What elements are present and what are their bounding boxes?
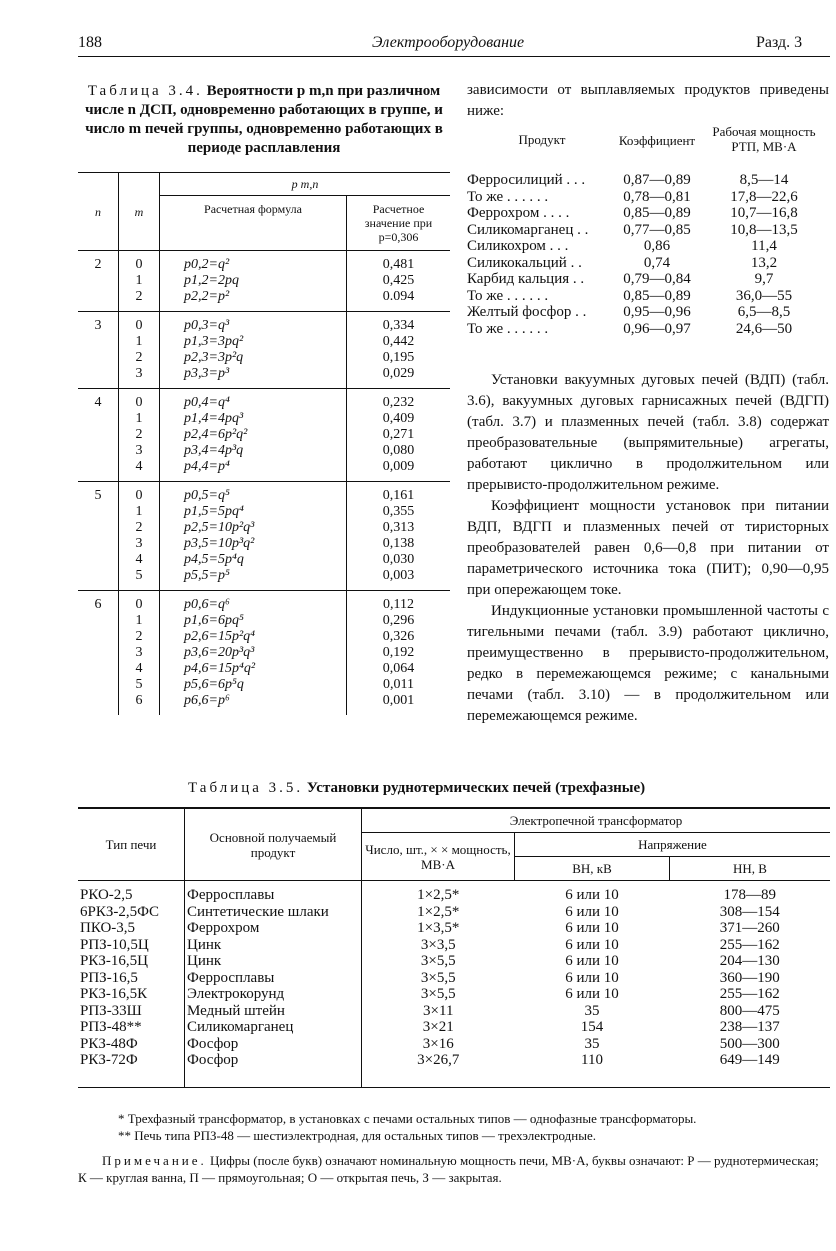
table35-product: Медный штейн	[185, 1003, 362, 1020]
table35-type: РПЗ-33Ш	[78, 1003, 185, 1020]
table35-product: Цинк	[185, 937, 362, 954]
header-rule	[78, 56, 830, 57]
table35-type: РПЗ-10,5Ц	[78, 937, 185, 954]
table34-cell-value: 0,112 0,296 0,326 0,192 0,064 0,011 0,001	[382, 597, 415, 708]
note-2: ** Печь типа РПЗ-48 — шестиэлектродная, для остальных типов — трехэлектродные.	[118, 1128, 596, 1143]
table35-type: РКЗ-16,5Ц	[78, 953, 185, 970]
table34-cell-formula: p0,4=q⁴ p1,4=4pq³ p2,4=6p²q² p3,4=4p³q p4,4=p⁴	[160, 389, 347, 482]
product-power: 9,7	[754, 271, 774, 287]
table35-col-product: Основной получаемый продукт	[185, 808, 362, 881]
table35-product: Феррохром	[185, 920, 362, 937]
table34-cell-value: 0,334 0,442 0,195 0,029	[347, 312, 451, 389]
table34-col-m: m	[119, 173, 160, 251]
table35-row	[78, 887, 830, 904]
table35-count: 3×16	[422, 1035, 454, 1052]
intro-text: зависимости от выплавляемых продуктов приведены ниже:	[467, 82, 829, 119]
table34-col-value: Расчетное значение при p=0,306	[347, 196, 451, 251]
product-row	[467, 271, 831, 288]
table34-col-p: p m,n	[160, 173, 451, 196]
paragraph-2: Коэффициент мощности установок при питании ВДП, ВДГП и плазменных печей от тиристорных преобразователей равен 0,6—0,8 при питании от параметрического источника тока (ПИТ); 0,90—0,95 при опережающем токе.	[467, 498, 829, 598]
table35-row	[78, 970, 830, 987]
table35-row	[78, 986, 830, 1003]
product-name: То же . . . . . .	[467, 320, 549, 337]
product-coef: 0,85—0,89	[623, 205, 691, 221]
table35-type: РКЗ-48Ф	[78, 1036, 185, 1053]
table35-vn: 110	[581, 1052, 603, 1068]
prod-head-power: Рабочая мощность РТП, МВ·А	[712, 124, 816, 154]
product-power: 10,8—13,5	[730, 221, 798, 238]
table35-body	[78, 881, 830, 1088]
prod-head-coef: Коэффициент	[618, 132, 696, 148]
table35-col-voltage: Напряжение	[515, 833, 831, 857]
body-text	[467, 370, 829, 727]
table34-group	[78, 389, 450, 482]
table34-cell-value: 0,481 0,425 0.094	[347, 251, 451, 312]
table35-type: РПЗ-16,5	[78, 970, 185, 987]
table34-cell-m: 0 1 2	[119, 251, 160, 312]
product-coef: 0,78—0,81	[623, 188, 691, 205]
table35-type: РПЗ-48**	[78, 1019, 185, 1036]
table35-nn: 178—89	[723, 887, 776, 903]
product-power: 11,4	[751, 238, 777, 254]
table35-count: 3×26,7	[417, 1052, 460, 1068]
product-coef: 0,79—0,84	[623, 271, 691, 287]
table35-vn: 6 или 10	[565, 887, 619, 903]
product-coef: 0,87—0,89	[623, 172, 691, 188]
product-row	[467, 205, 831, 222]
table35-product: Ферросплавы	[185, 970, 362, 987]
product-coef: 0,77—0,85	[623, 221, 691, 238]
product-power: 13,2	[750, 254, 778, 271]
table35-type: ПКО-3,5	[78, 920, 185, 937]
table35-vn: 35	[584, 1002, 600, 1019]
table34-group	[78, 312, 450, 389]
paragraph-1: Установки вакуумных дуговых печей (ВДП) (табл. 3.6), вакуумных дуговых гарнисажных печей (ВДГП) (табл. 3.7) и плазменных печей (табл. 3.8) содержат преобразовательные (выпрямительные) агрегаты, работают циклично в продолжительном или прерывисто-продолжительном режиме.	[467, 372, 829, 493]
table35-row	[78, 937, 830, 954]
product-name: То же . . . . . .	[467, 287, 549, 304]
table34-cell-formula: p0,6=q⁶ p1,6=6pq⁵ p2,6=15p²q⁴ p3,6=20p³q³ p4,6=15p⁴q² p5,6=6p⁵q p6,6=p⁶	[160, 591, 347, 716]
table35-vn: 6 или 10	[565, 986, 619, 1002]
note-3	[78, 1152, 830, 1186]
table35-product: Фосфор	[185, 1036, 362, 1053]
product-power: 24,6—50	[735, 320, 793, 337]
table35-count: 1×2,5*	[417, 887, 460, 903]
table35-vn: 154	[580, 1019, 604, 1035]
product-power: 36,0—55	[735, 287, 793, 304]
product-row	[467, 255, 831, 272]
product-name: Феррохром . . . .	[467, 205, 570, 221]
table35-col-transformer: Электропечной трансформатор	[362, 808, 831, 833]
product-row	[467, 321, 831, 338]
product-name: Ферросилиций . . .	[467, 172, 586, 188]
product-name: То же . . . . . .	[467, 188, 549, 205]
table35-notes	[78, 1110, 830, 1186]
table35-col-type: Тип печи	[78, 808, 185, 881]
table35-count: 3×5,5	[420, 969, 456, 986]
note-1: * Трехфазный трансформатор, в установках с печами остальных типов — однофазные трансформаторы.	[118, 1111, 697, 1126]
product-row	[467, 189, 831, 206]
table35-col-nn: НН, В	[670, 857, 831, 881]
table35-count: 1×2,5*	[417, 903, 460, 920]
table35-caption	[188, 780, 645, 797]
table35-col-vn: ВН, кВ	[515, 857, 670, 881]
table35-count: 3×5,5	[420, 953, 456, 969]
table35-nn: 649—149	[719, 1052, 780, 1068]
table35-product: Ферросплавы	[185, 887, 362, 904]
product-power: 17,8—22,6	[730, 188, 798, 205]
table35-row	[78, 953, 830, 970]
table35-type: 6РКЗ-2,5ФС	[78, 904, 185, 921]
table35-type: РКО-2,5	[78, 887, 185, 904]
product-row	[467, 238, 831, 255]
product-power: 8,5—14	[739, 172, 789, 188]
table34-group	[78, 482, 450, 591]
table35-count: 3×5,5	[420, 986, 456, 1002]
table35-product: Фосфор	[185, 1052, 362, 1069]
product-power: 6,5—8,5	[737, 304, 791, 320]
table35-product: Цинк	[185, 953, 362, 970]
table34-body	[78, 251, 450, 716]
table35-type: РКЗ-72Ф	[78, 1052, 185, 1069]
table35-row	[78, 1003, 830, 1020]
table35-count: 3×3,5	[420, 936, 456, 953]
table35-nn: 371—260	[719, 920, 780, 936]
product-name: Силикомарганец . .	[467, 221, 589, 238]
table35-vn: 35	[584, 1035, 600, 1052]
table35-row	[78, 1036, 830, 1053]
table34-cell-m: 0 1 2 3 4 5	[119, 482, 160, 591]
product-power: 10,7—16,8	[730, 205, 798, 221]
table35-count: 1×3,5*	[417, 920, 460, 936]
table35-nn: 500—300	[719, 1035, 780, 1052]
product-row	[467, 172, 831, 189]
table34-cell-value: 0,161 0,355 0,313 0,138 0,030 0,003	[347, 482, 451, 591]
product-coef: 0,86	[643, 238, 671, 254]
table34-group	[78, 591, 450, 716]
table35-nn: 255—162	[719, 936, 780, 953]
product-table-body	[467, 172, 831, 337]
table34-cell-value: 0,232 0,409 0,271 0,080 0,009	[347, 389, 451, 482]
table34-cell-m: 0 1 2 3 4	[119, 389, 160, 482]
table35-count: 3×11	[423, 1002, 454, 1019]
table35-row	[78, 1019, 830, 1036]
table35	[78, 807, 830, 1088]
note-3-label: Примечание.	[102, 1153, 207, 1168]
table34-cell-formula: p0,3=q³ p1,3=3pq² p2,3=3p²q p3,3=p³	[160, 312, 347, 389]
table34-cell-n: 5	[78, 482, 119, 591]
table34-group	[78, 251, 450, 312]
table35-nn: 204—130	[719, 953, 780, 969]
table34	[78, 172, 450, 715]
product-row	[467, 304, 831, 321]
table35-vn: 6 или 10	[565, 903, 619, 920]
table34-cell-n: 4	[78, 389, 119, 482]
right-column	[467, 80, 829, 122]
table34-caption-prefix: Таблица 3.4.	[87, 83, 203, 99]
table35-caption-prefix: Таблица 3.5.	[188, 780, 304, 796]
product-table	[467, 124, 831, 337]
product-coef: 0,85—0,89	[623, 287, 691, 304]
note-3-text: Цифры (после букв) означают номинальную мощность печи, МВ·А, буквы означают: Р — руднотермическая; К — круглая ванна, П — прямоугольная; О — открытая печь, З — закрытая.	[78, 1153, 819, 1185]
table35-count: 3×21	[422, 1019, 454, 1035]
table35-nn: 308—154	[719, 903, 780, 920]
table35-vn: 6 или 10	[565, 920, 619, 936]
table35-type: РКЗ-16,5К	[78, 986, 185, 1003]
page-number: 188	[78, 34, 102, 51]
paragraph-3: Индукционные установки промышленной частоты с тигельными печами (табл. 3.9) работают циклично, преимущественно в прерывисто-продолжительном, редко в перемежающемся режиме; с канальными печами (табл. 3.10) — в продолжительном или перемежающемся режиме.	[467, 603, 829, 724]
table34-caption	[78, 82, 450, 158]
table35-vn: 6 или 10	[565, 953, 619, 969]
table34-cell-n: 6	[78, 591, 119, 716]
table35-product: Синтетические шлаки	[185, 904, 362, 921]
table34-cell-formula: p0,5=q⁵ p1,5=5pq⁴ p2,5=10p²q³ p3,5=10p³q² p4,5=5p⁴q p5,5=p⁵	[160, 482, 347, 591]
table35-nn: 238—137	[719, 1019, 780, 1035]
product-coef: 0,74	[643, 254, 671, 271]
prod-head-product: Продукт	[518, 131, 566, 147]
table35-product: Электрокорунд	[185, 986, 362, 1003]
table35-vn: 6 или 10	[565, 969, 619, 986]
product-row	[467, 288, 831, 305]
table34-col-n: n	[78, 173, 119, 251]
table35-nn: 255—162	[719, 986, 780, 1002]
table34-col-formula: Расчетная формула	[160, 196, 347, 251]
table35-nn: 360—190	[719, 969, 780, 986]
table35-row	[78, 1052, 830, 1069]
product-name: Силикокальций . .	[467, 254, 582, 271]
table35-row	[78, 920, 830, 937]
product-name: Карбид кальция . .	[467, 271, 585, 287]
table35-vn: 6 или 10	[565, 936, 619, 953]
table35-product: Силикомарганец	[185, 1019, 362, 1036]
table35-col-count: Число, шт., × × мощность, МВ·А	[362, 833, 515, 881]
product-coef: 0,96—0,97	[623, 320, 691, 337]
product-name: Силикохром . . .	[467, 238, 569, 254]
product-name: Желтый фосфор . .	[467, 304, 587, 320]
table34-cell-n: 3	[78, 312, 119, 389]
table35-nn: 800—475	[719, 1002, 780, 1019]
running-title: Электрооборудование	[372, 34, 525, 51]
product-row	[467, 222, 831, 239]
table34-caption-text: Вероятности p m,n при различном числе n ДСП, одновременно работающих в группе, и число m печей группы, одновременно работающих в периоде расплавления	[85, 83, 443, 156]
table34-cell-n: 2	[78, 251, 119, 312]
table35-caption-text: Установки руднотермических печей (трехфазные)	[306, 780, 646, 796]
table34-cell-m: 0 1 2 3 4 5 6	[119, 591, 160, 716]
table35-row	[78, 904, 830, 921]
table34-cell-m: 0 1 2 3	[119, 312, 160, 389]
section-label: Разд. 3	[756, 34, 803, 51]
table34-cell-formula: p0,2=q² p1,2=2pq p2,2=p²	[160, 251, 347, 312]
product-coef: 0,95—0,96	[623, 304, 691, 320]
